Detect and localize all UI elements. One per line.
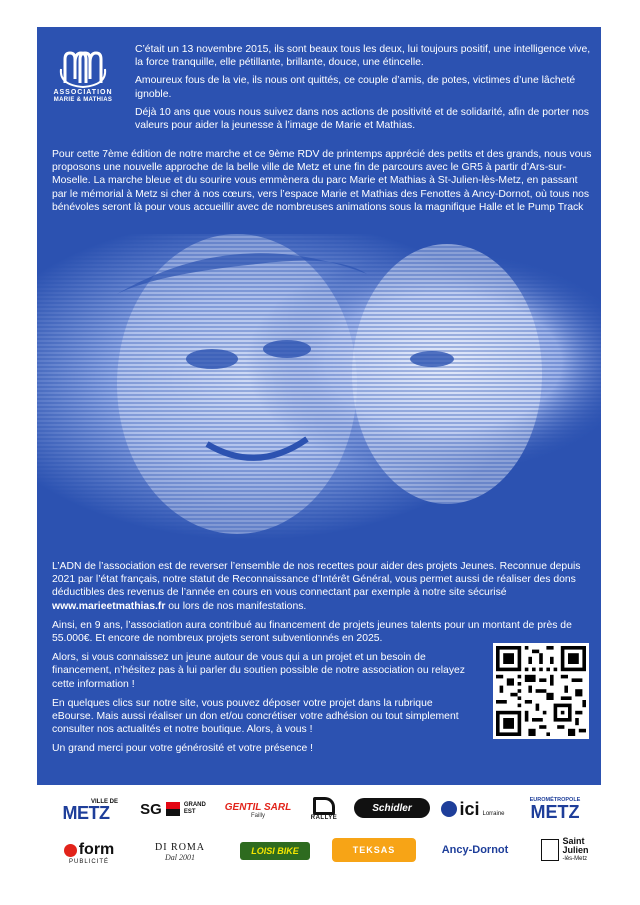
sponsor-metz-big: METZ bbox=[62, 803, 110, 823]
intro-text bbox=[135, 43, 591, 137]
saint-julien-crest-icon bbox=[541, 839, 559, 861]
sponsor-schidler bbox=[354, 798, 430, 818]
sponsor-metz-small: VILLE DE bbox=[90, 799, 118, 805]
couple-photo bbox=[37, 234, 601, 556]
sponsor-form-sub: PUBLICITÉ bbox=[68, 859, 109, 865]
sponsor-stjulien-line2: Julien bbox=[562, 844, 589, 855]
intro-paragraph-4: Pour cette 7ème édition de notre marche et ce 9ème RDV de printemps apprécié des petits et des grands, nous vous proposons une nouvelle approche de la belle ville de Metz et une fin de parcours avec le GR5 à partir d’Ars-sur-Moselle. La marche bleue et du sourire vous emmènera du parc Marie et Mathias à St-Julien-lès-Metz, en passant par le mémorial à Metz si cher à nos cœurs, vers l’espace Marie et Mathias des Fenottes à Ancy-Dornot, où tous nos bénévoles seront là pour vous accueillir avec de nombreuses animations sous la magnifique Halle et le Pump Track bbox=[52, 149, 592, 213]
intro-paragraph-3: Déjà 10 ans que vous nous suivez dans nos actions de positivité et de solidarité, afin de porter nos valeurs pour aider la jeunesse à l’image de Marie et Mathias. bbox=[135, 106, 590, 132]
funding-paragraph: Ainsi, en 9 ans, l’association aura contribué au financement de projets jeunes talents pour un montant de près de 55.000€. Et encore de nombreux projets seront subventionnés en 2025. bbox=[52, 619, 572, 645]
website-link[interactable]: www.marieetmathias.fr bbox=[52, 600, 166, 612]
association-logo bbox=[51, 49, 115, 111]
sponsor-ici bbox=[438, 796, 508, 822]
sponsor-sg-line2: EST bbox=[183, 809, 196, 815]
heart-mm-icon bbox=[57, 49, 109, 89]
sponsor-eurometropole bbox=[518, 794, 592, 824]
sponsor-diroma bbox=[140, 834, 220, 870]
intro-paragraph-2: Amoureux fous de la vie, ils nous ont quittés, ce couple d’amis, de potes, victimes d’une lâcheté ignoble. bbox=[135, 75, 576, 100]
eboursee-paragraph: En quelques clics sur notre site, vous pouvez déposer votre projet dans la rubrique eBourse. Mais aussi réaliser un don et/ou concrétiser votre adhésion ou tout simplement consulter nos actualités et notre boutique. Alors, à vous ! bbox=[52, 697, 459, 736]
sponsor-ici-name: ici bbox=[459, 798, 480, 819]
sponsor-form-mark bbox=[64, 841, 115, 859]
rallye-r-icon bbox=[313, 797, 335, 815]
adn-paragraph bbox=[52, 560, 592, 613]
adn-text-after: ou lors de nos manifestations. bbox=[165, 600, 307, 612]
sponsor-eurometz-small: EUROMÉTROPOLE bbox=[529, 797, 581, 803]
thanks-paragraph: Un grand merci pour votre générosité et votre présence ! bbox=[52, 743, 314, 755]
sponsor-gentil-name: GENTIL SARL bbox=[224, 801, 292, 813]
sponsor-ville-de-metz bbox=[54, 796, 118, 824]
sponsor-loisi-bike bbox=[240, 842, 310, 860]
sponsor-diroma-sub: Dal 2001 bbox=[165, 853, 195, 862]
sponsor-loisi-name: LOISI BIKE bbox=[251, 846, 299, 856]
sponsor-rallye bbox=[304, 794, 344, 824]
sponsor-schidler-name: Schidler bbox=[372, 802, 412, 814]
sponsor-sg-big: SG bbox=[140, 800, 162, 818]
sponsor-stjulien-line1: Saint bbox=[562, 835, 585, 846]
sponsor-sg-line1: GRAND bbox=[183, 802, 206, 808]
logo-line-2: MARIE & MATHIAS bbox=[53, 97, 113, 103]
sponsors-row bbox=[40, 790, 600, 900]
sponsor-sg bbox=[132, 798, 214, 820]
sponsor-eurometz-big: METZ bbox=[530, 802, 580, 822]
sponsor-diroma-name: DI ROMA bbox=[154, 842, 206, 853]
adn-text-before: L’ADN de l’association est de reverser l’ensemble de nos recettes pour aider des projets Jeunes. Reconnue depuis 2021 par l’état français, notre statut de Reconnaissance d’Intérêt Général, vous permet aussi de réaliser des dons déductibles des revenus de l’année en cours en vous connectant par exemple à notre site sécurisé bbox=[52, 561, 581, 599]
sponsor-saint-julien bbox=[534, 834, 596, 866]
sponsor-teksas-name: TEKSAS bbox=[352, 845, 396, 855]
ici-dot-icon bbox=[441, 801, 457, 817]
logo-line-1: ASSOCIATION bbox=[53, 89, 113, 96]
sponsor-teksas bbox=[332, 838, 416, 862]
sponsor-ici-sub: Lorraine bbox=[482, 811, 505, 817]
sponsor-gentil-sub: Failly bbox=[250, 812, 265, 819]
sponsor-form bbox=[54, 838, 124, 868]
blue-panel bbox=[37, 27, 601, 785]
sponsor-sg-text bbox=[184, 802, 206, 816]
intro-paragraph-1: C’était un 13 novembre 2015, ils sont beaux tous les deux, lui toujours positif, une intelligence vive, la force tranquille, elle pétillante, brillante, douce, une étincelle. bbox=[135, 44, 591, 69]
sponsor-rallye-name: RALLYE bbox=[310, 815, 338, 821]
sponsor-stjulien-line3: -lès-Metz bbox=[562, 855, 588, 862]
qr-code-icon bbox=[496, 646, 586, 736]
form-ladybug-icon bbox=[64, 844, 77, 857]
sponsor-form-big: form bbox=[78, 841, 115, 858]
sponsor-ancy-dornot bbox=[432, 838, 518, 862]
sponsor-gentil bbox=[222, 798, 294, 822]
sg-square-icon bbox=[166, 802, 180, 816]
sponsor-ancy-name: Ancy-Dornot bbox=[441, 844, 509, 856]
qr-code[interactable] bbox=[493, 643, 589, 739]
project-paragraph: Alors, si vous connaissez un jeune autour de vous qui a un projet et un besoin de financement, n’hésitez pas à lui parler du soutien possible de notre association ou relayez cette information ! bbox=[52, 652, 465, 690]
intro-text-wide bbox=[52, 148, 592, 219]
sponsor-stjulien-text bbox=[562, 837, 588, 864]
